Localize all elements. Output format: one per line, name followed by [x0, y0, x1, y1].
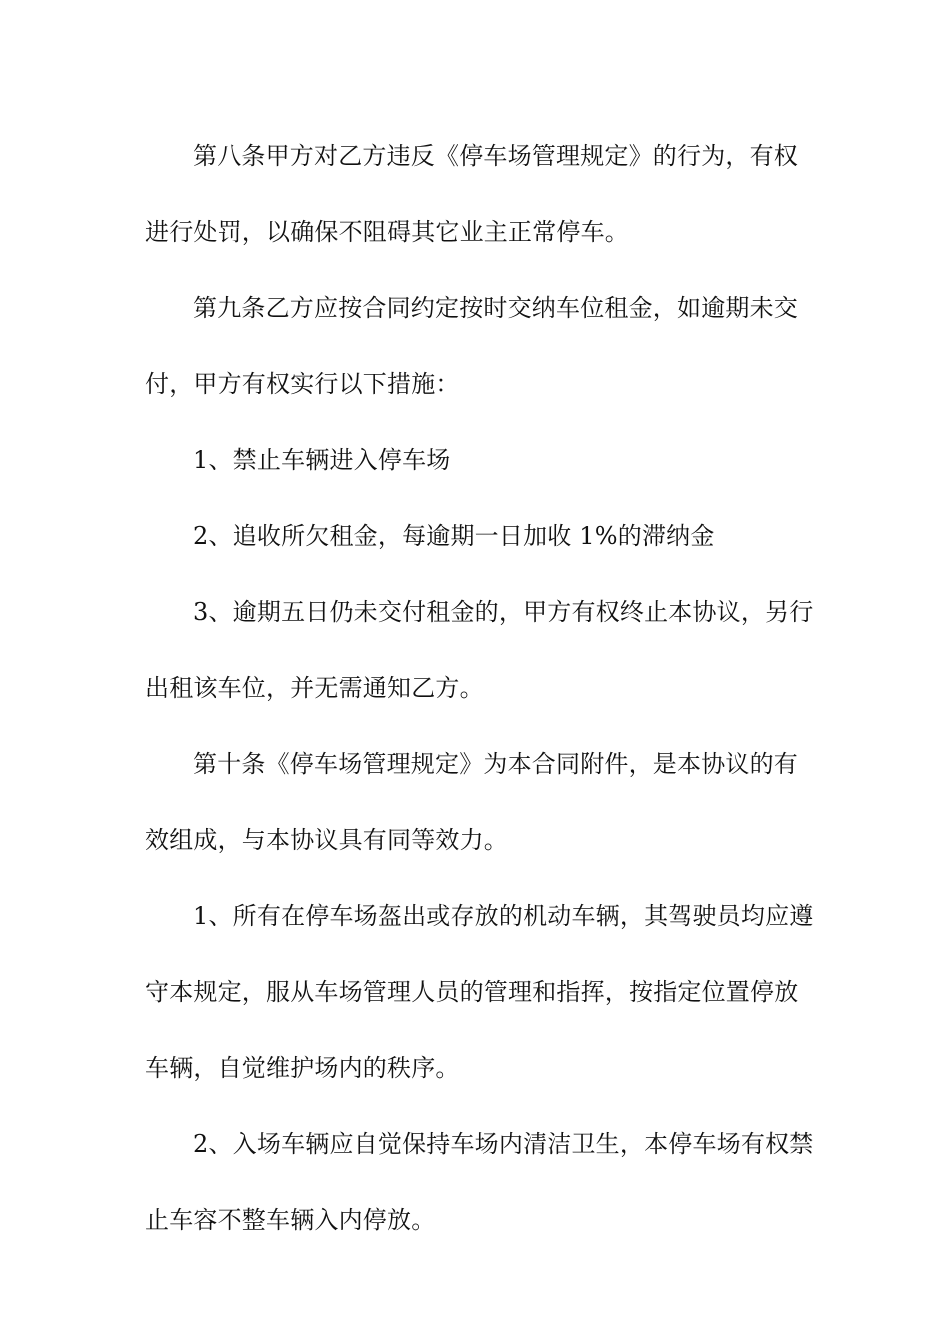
text-line: 2、追收所欠租金，每逾期一日加收 1%的滞纳金 — [193, 522, 715, 550]
document-body — [145, 118, 814, 1258]
measure-item-1 — [145, 422, 807, 498]
text-line: 3、逾期五日仍未交付租金的，甲方有权终止本协议，另行 — [193, 598, 814, 626]
rule-item-2 — [145, 1106, 814, 1258]
article-10-paragraph — [145, 726, 807, 878]
text-line: 效组成，与本协议具有同等效力。 — [145, 826, 508, 854]
text-line: 1、禁止车辆进入停车场 — [193, 446, 451, 474]
text-line: 第十条《停车场管理规定》为本合同附件，是本协议的有 — [193, 750, 798, 778]
measure-item-3 — [145, 574, 814, 726]
text-line: 第九条乙方应按合同约定按时交纳车位租金，如逾期未交 — [193, 294, 798, 322]
text-line: 出租该车位，并无需通知乙方。 — [145, 674, 484, 702]
rule-item-1 — [145, 878, 814, 1106]
text-line: 车辆，自觉维护场内的秩序。 — [145, 1054, 460, 1082]
measure-item-2 — [145, 498, 807, 574]
text-line: 进行处罚，以确保不阻碍其它业主正常停车。 — [145, 218, 629, 246]
text-line: 付，甲方有权实行以下措施： — [145, 370, 460, 398]
text-line: 2、入场车辆应自觉保持车场内清洁卫生，本停车场有权禁 — [193, 1130, 814, 1158]
text-line: 止车容不整车辆入内停放。 — [145, 1206, 436, 1234]
article-9-paragraph — [145, 270, 807, 422]
text-line: 第八条甲方对乙方违反《停车场管理规定》的行为，有权 — [193, 142, 798, 170]
article-8-paragraph — [145, 118, 807, 270]
text-line: 1、所有在停车场盔出或存放的机动车辆，其驾驶员均应遵 — [193, 902, 814, 930]
text-line: 守本规定，服从车场管理人员的管理和指挥，按指定位置停放 — [145, 978, 799, 1006]
